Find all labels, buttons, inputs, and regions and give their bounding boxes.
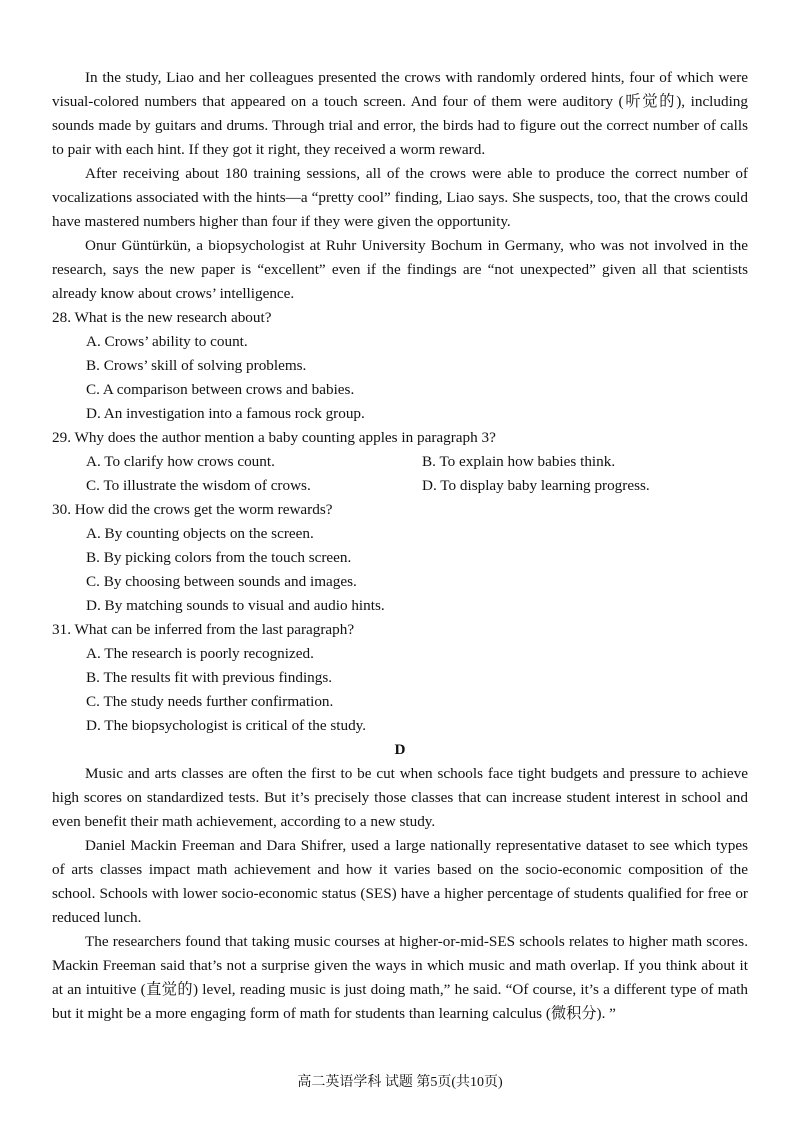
- answer-option: B. To explain how babies think.: [422, 453, 616, 470]
- answer-option: D. By matching sounds to visual and audio hints.: [86, 597, 385, 614]
- answer-option: D. To display baby learning progress.: [422, 477, 650, 494]
- question-28: [52, 306, 748, 426]
- section-title: D: [394, 741, 406, 758]
- question-31: [52, 618, 748, 738]
- page-footer: 高二英语学科 试题 第5页(共10页): [297, 1075, 503, 1090]
- answer-option: A. The research is poorly recognized.: [86, 645, 314, 662]
- answer-option: B. The results fit with previous findings.: [86, 669, 333, 686]
- passage-c-paragraph: In the study, Liao and her colleagues presented the crows with randomly ordered hints, four of which were visual-colored numbers that appeared on a touch screen. And four of them were auditory (听觉的), including sounds made by guitars and drums. Through trial and error, the birds had to figure out the correct number of calls to pair with each hint. If they got it right, they received a worm reward.: [52, 69, 748, 158]
- question-30: [52, 498, 748, 618]
- answer-option: D. The biopsychologist is critical of the study.: [86, 717, 367, 734]
- question-stem: 29. Why does the author mention a baby counting apples in paragraph 3?: [52, 429, 496, 446]
- passage-d-paragraph: Daniel Mackin Freeman and Dara Shifrer, used a large nationally representative dataset to see which types of arts classes impact math achievement and how it varies based on the socio-economic composition of the school. Schools with lower socio-economic status (SES) have a higher percentage of students qualified for free or reduced lunch.: [52, 837, 748, 926]
- passage-d-paragraph: The researchers found that taking music courses at higher-or-mid-SES schools relates to higher math scores. Mackin Freeman said that’s not a surprise given the ways in which music and math overlap. If you think about it at an intuitive (直觉的) level, reading music is just doing math,” he said. “Of course, it’s a different type of math but it might be a more engaging form of math for students than learning calculus (微积分). ”: [52, 933, 748, 1022]
- question-stem: 30. How did the crows get the worm rewards?: [52, 501, 333, 518]
- answer-option: C. A comparison between crows and babies.: [86, 381, 355, 398]
- question-stem: 31. What can be inferred from the last paragraph?: [52, 621, 355, 638]
- question-29: [52, 426, 748, 498]
- answer-option: A. By counting objects on the screen.: [86, 525, 314, 542]
- answer-option: B. Crows’ skill of solving problems.: [86, 357, 307, 374]
- passage-c-paragraph: Onur Güntürkün, a biopsychologist at Ruhr University Bochum in Germany, who was not involved in the research, says the new paper is “excellent” even if the findings are “not unexpected” given all that scientists already know about crows’ intelligence.: [52, 237, 748, 302]
- answer-option: A. To clarify how crows count.: [86, 453, 275, 470]
- option-row: [86, 450, 748, 474]
- answer-option: D. An investigation into a famous rock group.: [86, 405, 365, 422]
- passage-d-paragraph: Music and arts classes are often the first to be cut when schools face tight budgets and pressure to achieve high scores on standardized tests. But it’s precisely those classes that can increase student interest in school and even benefit their math achievement, according to a new study.: [52, 765, 748, 830]
- answer-option: C. To illustrate the wisdom of crows.: [86, 477, 311, 494]
- answer-option: C. The study needs further confirmation.: [86, 693, 334, 710]
- option-row: [86, 474, 748, 498]
- question-stem: 28. What is the new research about?: [52, 309, 272, 326]
- page-content: [52, 66, 748, 1026]
- answer-option: A. Crows’ ability to count.: [86, 333, 248, 350]
- answer-option: B. By picking colors from the touch screen.: [86, 549, 352, 566]
- answer-option: C. By choosing between sounds and images.: [86, 573, 357, 590]
- passage-c-paragraph: After receiving about 180 training sessions, all of the crows were able to produce the correct number of vocalizations associated with the hints—a “pretty cool” finding, Liao says. She suspects, too, that the crows could have mastered numbers higher than four if they were given the opportunity.: [52, 165, 748, 230]
